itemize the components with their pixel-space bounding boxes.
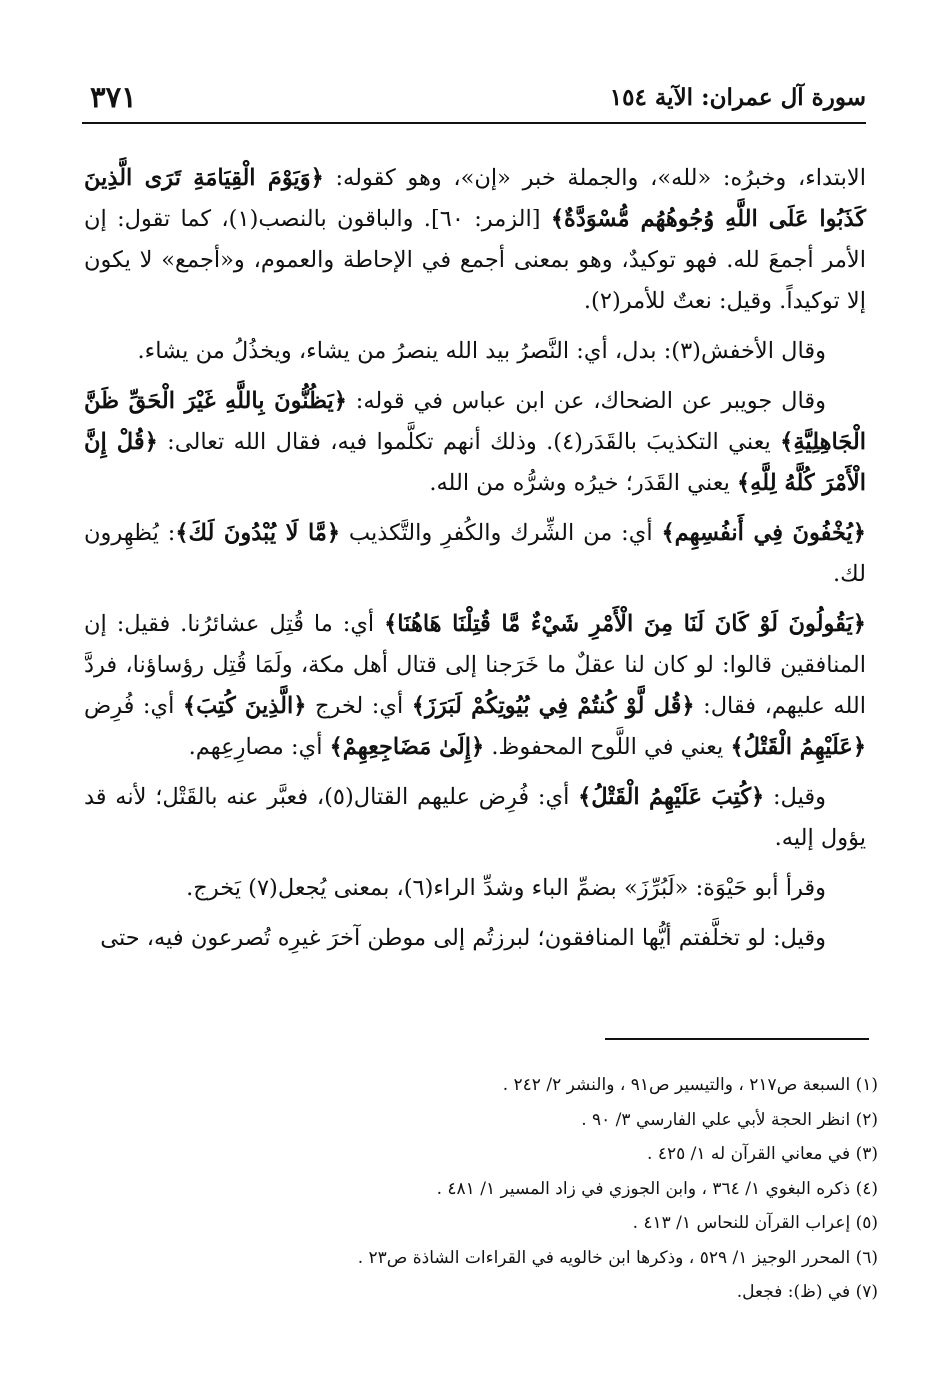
text-span: أي: لخرج: [306, 693, 412, 719]
paragraph-5: [84, 604, 866, 768]
quran-verse: ﴿يَظُنُّونَ بِاللَّهِ غَيْرَ الْحَقِّ ظَنَّ الْجَاهِلِيَّةِ﴾: [84, 388, 866, 455]
paragraph-4: [84, 513, 866, 595]
text-span: وقيل:: [764, 784, 826, 810]
text-span: وقيل: لو تخلَّفتم أيُّها المنافقون؛ لبرزتُم إلى موطن آخرَ غيرِه تُصرعون فيه، حتى: [100, 925, 826, 951]
text-span: يعني في اللَّوح المحفوظ.: [484, 734, 731, 760]
text-span: وقرأ أبو حَيْوَة: «لَبُرِّزَ» بضمِّ الباء وشدِّ الراء(٦)، بمعنى يُجعل(٧) يَخرج.: [186, 875, 826, 901]
footnote-item: (٣) في معاني القرآن له ١/ ٤٢٥ .: [647, 1144, 878, 1164]
text-span: وقال الأخفش(٣): بدل، أي: النَّصرُ بيد الله ينصرُ من يشاء، ويخذُلُ من يشاء.: [137, 338, 826, 364]
quran-verse: ﴿قُل لَّوْ كُنتُمْ فِي بُيُوتِكُمْ لَبَرَزَ﴾: [411, 693, 695, 719]
page-header: [82, 78, 866, 124]
paragraph-3: [84, 381, 866, 504]
paragraph-7: [84, 868, 866, 909]
text-span: الابتداء، وخبرُه: «لله»، والجملة خبر «إن»، وهو كقوله:: [323, 165, 866, 191]
quran-verse: ﴿قُلْ إِنَّ الْأَمْرَ كُلَّهُ لِلَّهِ﴾: [84, 429, 866, 496]
paragraph-8: [84, 918, 866, 959]
paragraph-6: [84, 777, 866, 859]
main-text: [84, 158, 866, 968]
text-span: أي: من الشِّرك والكُفرِ والتَّكذيب: [340, 520, 662, 546]
text-span: يعني القَدَر؛ خيرُه وشرُّه من الله.: [429, 470, 737, 496]
text-span: وقال جويبر عن الضحاك، عن ابن عباس في قوله:: [346, 388, 827, 414]
footnote-item: (٦) المحرر الوجيز ١/ ٥٢٩ ، وذكرها ابن خالويه في القراءات الشاذة ص٢٣ .: [357, 1247, 878, 1268]
text-span: أي: فُرِض: [84, 693, 183, 719]
quran-verse: ﴿يُخْفُونَ فِي أَنفُسِهِم﴾: [661, 520, 866, 546]
footnote-item: (٥) إعراب القرآن للنحاس ١/ ٤١٣ .: [632, 1213, 878, 1233]
footnote-divider: [605, 1038, 869, 1040]
footnote-item: (٤) ذكره البغوي ١/ ٣٦٤ ، وابن الجوزي في زاد المسير ١/ ٤٨١ .: [436, 1178, 878, 1199]
footnotes: [84, 1068, 878, 1310]
quran-verse: ﴿إِلَىٰ مَضَاجِعِهِمْ﴾: [329, 734, 485, 760]
quran-verse: ﴿الَّذِينَ كُتِبَ﴾: [182, 693, 307, 719]
text-span: يعني التكذيبَ بالقَدَر(٤). وذلك أنهم تكلَّموا فيه، فقال الله تعالى:: [157, 429, 781, 455]
footnote-item: (٢) انظر الحجة لأبي علي الفارسي ٣/ ٩٠ .: [581, 1109, 878, 1130]
quran-verse: ﴿عَلَيْهِمُ الْقَتْلُ﴾: [730, 734, 866, 760]
quran-verse: ﴿وَيَوْمَ الْقِيَامَةِ تَرَى الَّذِينَ كَذَبُوا عَلَى اللَّهِ وُجُوهُهُم مُّسْوَدَّةٌ﴾: [84, 165, 867, 232]
text-span: [الزمر: ٦٠]. والباقون بالنصب(١)، كما تقول: إن الأمر أجمعَ لله. فهو توكيدٌ، وهو بمعنى أجمع في الإحاطة والعموم، و«أجمع» لا يكون إلا توكيداً. وقيل: نعتٌ للأمر(٢).: [84, 206, 866, 314]
quran-verse: ﴿يَقُولُونَ لَوْ كَانَ لَنَا مِنَ الْأَمْرِ شَيْءٌ مَّا قُتِلْنَا هَاهُنَا﴾: [384, 611, 866, 637]
text-span: أي: ما قُتِل عشائرُنا. فقيل: إن المنافقين قالوا: لو كان لنا عقلٌ ما خَرَجنا إلى قتال أهل مكة، ولَمَا قُتِل رؤساؤنا، فردَّ الله عليهم، فقال:: [84, 611, 867, 719]
quran-verse: ﴿كُتِبَ عَلَيْهِمُ الْقَتْلُ﴾: [578, 784, 765, 810]
running-title: سورة آل عمران: الآية ١٥٤: [609, 84, 866, 111]
quran-verse: ﴿مَّا لَا يُبْدُونَ لَكَ﴾: [175, 520, 341, 546]
paragraph-2: [84, 331, 866, 372]
text-span: أي: مصارِعِهم.: [188, 734, 330, 760]
page-number: ٣٧١: [90, 80, 137, 114]
text-span: أي: فُرِض عليهم القتال(٥)، فعبَّر عنه بالقَتْل؛ لأنه قد يؤول إليه.: [84, 784, 866, 851]
text-span: : يُظهِرون لك.: [84, 520, 866, 587]
paragraph-1: [84, 158, 866, 322]
footnote-item: (١) السبعة ص٢١٧ ، والتيسير ص٩١ ، والنشر ٢/ ٢٤٢ .: [502, 1075, 878, 1095]
footnote-item: (٧) في (ظ): فجعل.: [736, 1282, 878, 1302]
